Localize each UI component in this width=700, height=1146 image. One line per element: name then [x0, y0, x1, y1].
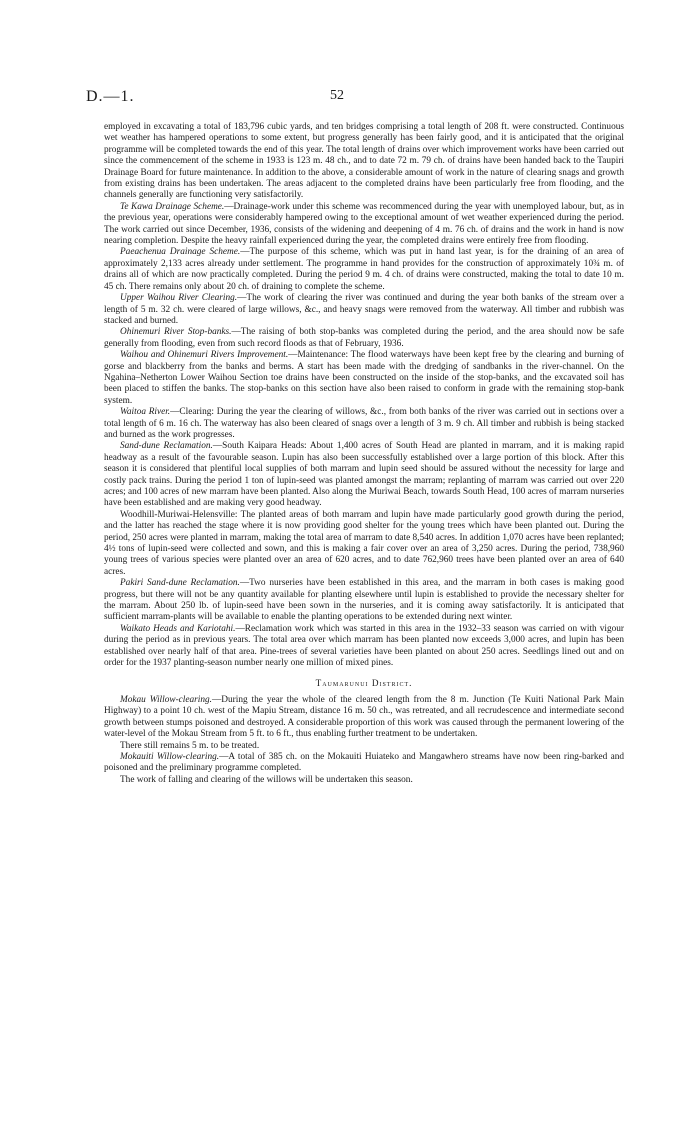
section-heading: Waitoa River.: [120, 407, 171, 418]
paragraph-text: —A total of 385 ch. on the Mokauiti Huiateko and Mangawhero streams have now been ring-barked and poisoned and the preliminary programme completed.: [104, 751, 625, 774]
paragraph-text: There still remains 5 m. to be treated.: [120, 740, 260, 751]
district-heading: Taumarunui District.: [315, 677, 413, 688]
paragraph-woodhill: [104, 510, 624, 578]
section-heading: Paeachenua Drainage Scheme.: [120, 247, 241, 258]
paragraph-text: —Clearing: During the year the clearing of willows, &c., from both banks of the river was carried out in sections over a total length of 6 m. 16 ch. The waterway has also been cleared of snags over a length of 3 m. 9 ch. All timber and rubbish is being stacked and burned as the work progresses.: [104, 407, 624, 440]
paragraph-te-kawa: [104, 202, 624, 248]
paragraph-text: —The work of clearing the river was continued and during the year both banks of the stream over a length of 5 m. 32 ch. were cleared of large willows, &c., and heavy snags were removed from the waterway. All timber and rubbish was stacked and burned.: [104, 293, 624, 326]
paragraph-text: —The raising of both stop-banks was completed during the period, and the area should now be safe generally from flooding, even from such record floods as that of February, 1936.: [104, 327, 624, 349]
section-heading: Pakiri Sand-dune Reclamation.: [120, 578, 240, 589]
paragraph-text: —Drainage-work under this scheme was recommenced during the year with unemployed labour, but, as in the previous year, operations were considerably hampered owing to the exceptional amount of wet weather experienced during the period. The work carried out since December, 1936, consists of the widening and deepening of 4 m. 76 ch. of drains and the work in hand is now nearing completion. Despite the heavy rainfall experienced during the year, the completed drains were entirely free from flooding.: [104, 201, 624, 247]
paragraph-text: —South Kaipara Heads: About 1,400 acres of South Head are planted in marram, and it is making rapid headway as a result of the favourable season. Lupin has also been successfully established over a large portion of this block. After this season it is considered that plentiful local supplies of both marram and lupin seed should be assured without the necessity for large and costly pack trains. During the period 1 ton of lupin-seed was planted amongst the marram; replanting of marram was carried out over 220 acres; and 100 acres of new marram have been planted. Also along the Muriwai Beach, towards South Head, 100 acres of marram nurseries have been established and are making very good headway.: [104, 441, 625, 509]
paragraph-pakiri: [104, 578, 624, 624]
paragraph-falling: [104, 775, 624, 786]
paragraph-text: —During the year the whole of the cleared length from the 8 m. Junction (Te Kuiti National Park Main Highway) to a point 10 ch. west of the Mapiu Stream, distance 16 m. 50 ch., was retreated, and all recrudescence and intermediate second growth between stumps poisoned and destroyed. A considerable proportion of this work was caused through the permanent lowering of the water-level of the Mokau Stream from 5 ft. to 6 ft., thus enabling further treatment to be undertaken.: [104, 694, 625, 740]
paragraph-ohinemuri: [104, 327, 624, 350]
section-heading: Upper Waihou River Clearing.: [120, 293, 238, 304]
paragraph-continuation: [104, 122, 624, 202]
section-heading: Waihou and Ohinemuri Rivers Improvement.: [120, 350, 289, 361]
section-heading: Sand-dune Reclamation.: [120, 441, 213, 452]
paragraph-mokau: [104, 695, 624, 741]
paragraph-mokauiti: [104, 752, 624, 775]
paragraph-sand-dune: [104, 441, 624, 509]
report-body: [104, 122, 624, 786]
paragraph-text: —The purpose of this scheme, which was put in hand last year, is for the draining of an area of approximately 2,133 acres already under settlement. The programme in hand provides for the construction of approximately 10¾ m. of drains all of which are now practically completed. During the period 9 m. 4 ch. of drains were constructed, making the total to date 10 m. 45 ch. There remains only about 20 ch. of draining to complete the scheme.: [104, 247, 624, 292]
paragraph-text: —Two nurseries have been established in this area, and the marram in both cases is making good progress, but there will not be any quantity available for planting elsewhere until lupin is established to provide the necessary shelter for the marram. About 250 lb. of lupin-seed have been sown in the nurseries, and it is coming away satisfactorily. It is anticipated that sufficient marram-plants will be available to enable the planting operations to be extended during next winter.: [104, 578, 624, 623]
section-heading: Mokauiti Willow-clearing.: [120, 751, 220, 762]
section-heading: Mokau Willow-clearing.: [120, 694, 212, 705]
paragraph-text: employed in excavating a total of 183,796 cubic yards, and ten bridges comprising a total length of 208 ft. were constructed. Continuous wet weather has hampered operations to some extent, but progress generally has been fairly good, and it is anticipated that the original programme will be completed towards the end of this year. The total length of drains over which improvement works have been carried out since the commencement of the scheme in 1933 is 123 m. 48 ch., and to date 72 m. 79 ch. of drains have been handed back to the Taupiri Drainage Board for future maintenance. In addition to the above, a considerable amount of work in the nature of clearing snags and growth from existing drains has been undertaken. The areas adjacent to the completed drains have been particularly free from flooding, and the channels generally are functioning very satisfactorily.: [104, 122, 624, 201]
paragraph-text: The work of falling and clearing of the willows will be undertaken this season.: [120, 774, 413, 785]
paragraph-remaining: [104, 741, 624, 752]
paragraph-waitoa: [104, 407, 624, 441]
section-heading: Waikato Heads and Kariotahi.: [120, 623, 236, 634]
document-code: D.—1.: [86, 88, 135, 105]
paragraph-waihou-ohinemuri: [104, 350, 624, 407]
paragraph-text: Woodhill-Muriwai-Helensville: The planted areas of both marram and lupin have made particularly good growth during the period, and the latter has reached the stage where it is now providing good shelter for the young trees which have been planted out. During the period, 250 acres were planted in marram, making the total area of marram to date 8,540 acres. In addition 1,070 acres have been replanted; 4½ tons of lupin-seed were collected and sown, and this is making a fair cover over an area of 3,250 acres. During the period, 738,960 young trees of various species were planted over an area of 620 acres, and to date 762,960 trees have been planted over an area of 640 acres.: [104, 509, 624, 577]
paragraph-paeachenua: [104, 247, 624, 293]
paragraph-upper-waihou: [104, 293, 624, 327]
section-heading: Ohinemuri River Stop-banks.: [120, 327, 232, 338]
section-heading: Te Kawa Drainage Scheme.: [120, 201, 225, 212]
page-number: 52: [330, 88, 344, 103]
paragraph-waikato-heads: [104, 624, 624, 670]
paragraph-text: —Reclamation work which was started in this area in the 1932–33 season was carried on with vigour during the period as in previous years. The total area over which marram has been planted now exceeds 3,000 acres, and lupin has been established over nearly half of that area. Pine-trees of several varieties have been planted on about 250 acres. Seedlings lined out and on order for the 1937 planting-season number nearly one million of mixed pines.: [104, 623, 624, 669]
paragraph-text: —Maintenance: The flood waterways have been kept free by the clearing and burning of gorse and blackberry from the banks and berms. A start has been made with the dredging of sandbanks in the river-channel. On the Ngahina–Netherton Lower Waihou Section toe drains have been constructed on the inside of the stop-banks, and the excavated soil has been placed to stiffen the banks. The stop-banks on this section have also been raised to conform in grade with the remaining stop-bank system.: [104, 350, 625, 406]
